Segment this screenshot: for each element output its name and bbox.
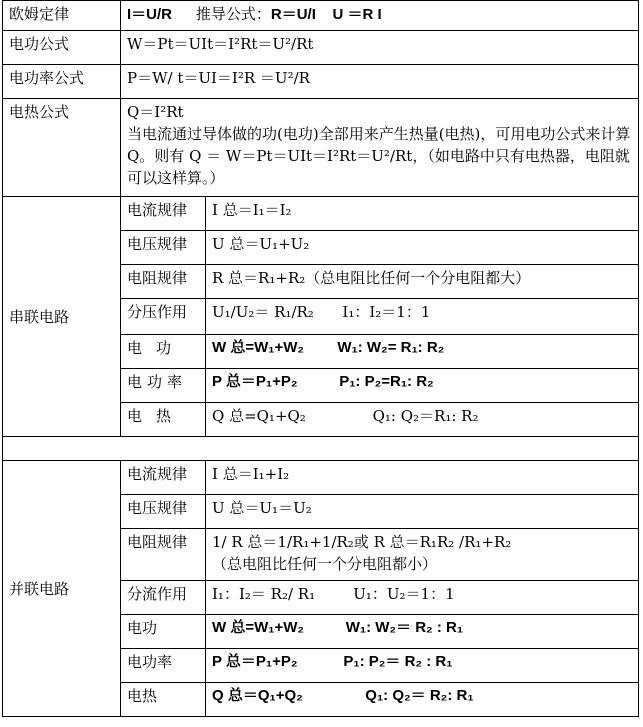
ohm-formula: I＝U/R (127, 6, 173, 23)
series-item-formula: Q 总=Q₁+Q₂ Q₁: Q₂＝R₁: R₂ (206, 403, 639, 437)
series-item-name: 分压作用 (121, 299, 206, 335)
series-item-name: 电流规律 (121, 197, 206, 231)
power-formula: P＝W/ t＝UI＝I²R ＝U²/R (121, 65, 639, 99)
parallel-item-name: 电功率 (121, 649, 206, 683)
parallel-item-formula: I₁：I₂＝ R₂/ R₁ U₁：U₂＝1：1 (206, 581, 639, 615)
formula-table (2, 0, 639, 717)
series-item-name: 电热 (121, 403, 206, 437)
heat-formula: Q＝I²Rt (127, 103, 184, 121)
heat-formula-cell (121, 99, 639, 197)
parallel-item-formula: Q 总＝Q₁+Q₂ Q₁: Q₂＝ R₂: R₁ (206, 683, 639, 717)
heat-note: 当电流通过导体做的功(电功)全部用来产生热量(电热)，可用电功公式来计算Q。则有 Q ＝ W＝Pt＝UIt＝I²Rt＝U²/Rt，（如电路中只有电热器，电阻就可以这样算。） (127, 125, 631, 187)
parallel-item-name: 分流作用 (121, 581, 206, 615)
ohm-row (3, 1, 639, 31)
parallel-item-formula: U 总＝U₁＝U₂ (206, 495, 639, 529)
heat-row (3, 99, 639, 197)
heat-label: 电热公式 (3, 99, 121, 197)
spacer-cell (3, 437, 639, 461)
parallel-row-0 (3, 461, 639, 495)
parallel-item-formula-cell (206, 529, 639, 581)
ohm-label: 欧姆定律 (3, 1, 121, 31)
parallel-item-formula: I 总＝I₁+I₂ (206, 461, 639, 495)
parallel-item-name: 电功 (121, 615, 206, 649)
series-item-formula: P 总＝P₁+P₂ P₁: P₂=R₁: R₂ (206, 369, 639, 403)
spacer-row (3, 437, 639, 461)
parallel-item-name: 电流规律 (121, 461, 206, 495)
parallel-item-formula: W 总=W₁+W₂ W₁: W₂＝ R₂ : R₁ (206, 615, 639, 649)
series-row-0 (3, 197, 639, 231)
series-label: 串联电路 (3, 197, 121, 437)
power-work-formula: W＝Pt＝UIt＝I²Rt＝U²/Rt (121, 31, 639, 65)
ohm-derived-prefix: 推导公式： (195, 5, 271, 23)
parallel-item-name: 电热 (121, 683, 206, 717)
series-item-formula: U 总＝U₁+U₂ (206, 231, 639, 265)
parallel-item-name: 电压规律 (121, 495, 206, 529)
ohm-formula-cell (121, 1, 639, 31)
power-work-label: 电功公式 (3, 31, 121, 65)
series-item-name: 电功率 (121, 369, 206, 403)
parallel-item-formula: 1/ R 总＝1/R₁+1/R₂或 R 总＝R₁R₂ /R₁+R₂ (212, 533, 512, 551)
parallel-item-name: 电阻规律 (121, 529, 206, 581)
series-item-formula: I 总＝I₁＝I₂ (206, 197, 639, 231)
parallel-label: 并联电路 (3, 461, 121, 717)
series-item-name: 电阻规律 (121, 265, 206, 299)
series-item-formula: U₁/U₂＝ R₁/R₂ I₁：I₂＝1：1 (206, 299, 639, 335)
power-label: 电功率公式 (3, 65, 121, 99)
parallel-item-note: （总电阻比任何一个分电阻都小） (212, 555, 438, 573)
series-item-name: 电压规律 (121, 231, 206, 265)
power-row (3, 65, 639, 99)
series-item-name: 电功 (121, 335, 206, 369)
series-item-formula: W 总=W₁+W₂ W₁: W₂= R₁: R₂ (206, 335, 639, 369)
power-work-row (3, 31, 639, 65)
parallel-item-formula: P 总＝P₁+P₂ P₁: P₂＝ R₂ : R₁ (206, 649, 639, 683)
series-item-formula: R 总＝R₁+R₂（总电阻比任何一个分电阻都大） (206, 265, 639, 299)
ohm-derived: R＝U/I U ＝R I (270, 6, 382, 23)
